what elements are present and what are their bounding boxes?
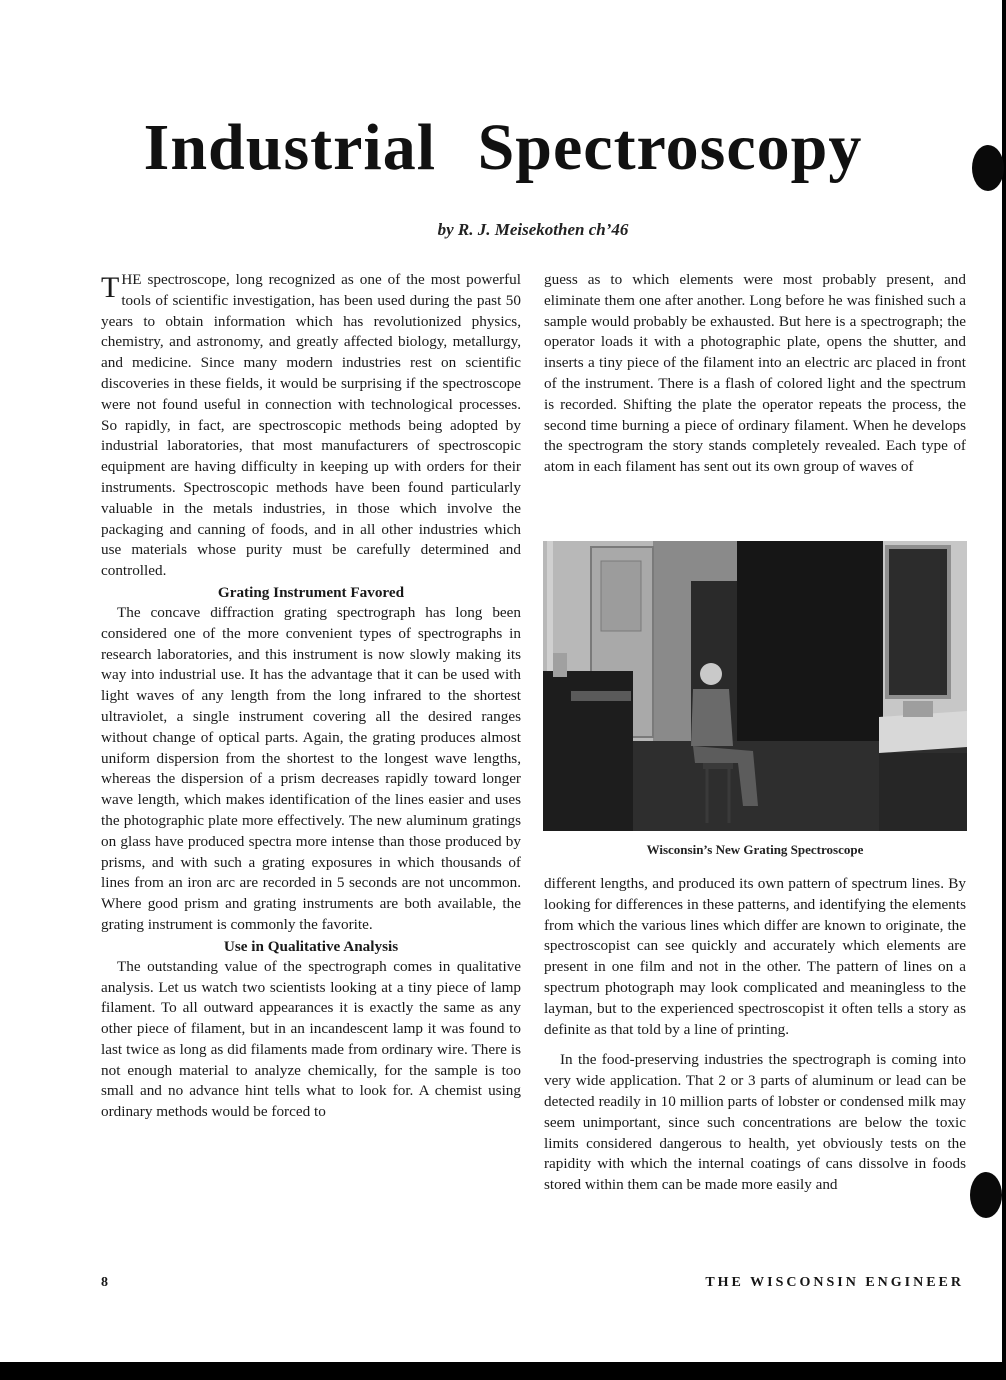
body-paragraph: guess as to which elements were most probably present, and eliminate them one after another. Long before he was finished such a sample would probably be exhausted. But here is a spectrograph; the operator loads it with a photographic plate, opens the shutter, and inserts a tiny piece of the filament into an electric arc placed in front of the instrument. There is a flash of colored light and the spectrum is recorded. Shifting the plate the operator repeats the process, the second time burning a piece of ordinary filament. When he develops the spectrogram the story stands completely revealed. Each type of atom in each filament has sent out its own group of waves of xyxy=(544,271,966,476)
body-paragraph: The concave diffraction grating spectrograph has long been considered one of the more convenient types of spectrographs in research laboratories, and this instrument is now slowly making its way into industrial use. It has the advantage that it can be used with light waves of any length from the long infrared to the shortest ultraviolet, a single instrument covering all the desired ranges without change of optical parts. Again, the grating produces almost uniform dispersion from the shortest to the longest wave lengths, whereas the dispersion of a prism decreases rapidly toward longer wave length, which makes identification of the lines easier and uses the photographic plate more effectively. The new aluminum gratings on glass have produced spectra more intense than those produced by prisms, and with such a grating exposures in which thousands of lines from an iron arc are recorded in 5 seconds are not uncommon. Where good prism and grating instruments are both available, the grating instrument is commonly the favorite. xyxy=(101,603,521,933)
section-heading: Use in Qualitative Analysis xyxy=(223,937,399,955)
page-number: 8 xyxy=(101,1275,108,1290)
body-paragraph: The outstanding value of the spectrograph comes in qualitative analysis. Let us watch two scientists looking at a tiny piece of lamp filament. To all outward appearances it is exactly the same as any other piece of filament, but in an incandescent lamp it was found to last twice as long as did filaments made from ordinary wire. There is not enough material to analyze chemically, for the sample is too small and no advance hint tells what to look for. A chemist using ordinary methods would be forced to xyxy=(101,957,521,1121)
photo-illustration xyxy=(543,541,967,831)
binder-hole-icon xyxy=(970,1172,1002,1218)
figure-caption: Wisconsin’s New Grating Spectroscope xyxy=(646,842,864,857)
right-column-top xyxy=(544,270,966,526)
intro-paragraph: THE spectroscope, long recognized as one of the most powerful tools of scientific investigation, has been used during the past 50 years to obtain information which has revolutionized physics, chemistry, and astronomy, and greatly affected biology, metallurgy, and medicine. Since many modern industries rest on scientific discoveries in these fields, it would be surprising if the spectroscope were not found useful in connection with technological processes. So rapidly, in fact, are spectroscopic methods being adopted by industrial laboratories, that most manufacturers of spectroscopic equipment are having difficulty in keeping up with orders for their instruments. Spectroscopic methods have been found particularly valuable in the metals industries, in those which involve the packaging and canning of foods, and in all other industries which use materials whose purity must be carefully determined and controlled. xyxy=(101,271,521,580)
page-edge-right xyxy=(1002,0,1006,1380)
page-edge-bottom xyxy=(0,1362,1006,1380)
byline: by R. J. Meisekothen ch’46 xyxy=(437,220,629,239)
spectroscope-photo xyxy=(543,541,967,831)
body-paragraph: In the food-preserving industries the spectrograph is coming into very wide application. That 2 or 3 parts of aluminum or lead can be detected readily in 10 million parts of lobster or condensed milk may seem unimportant, since such concentrations are below the toxic limits considered dangerous to health, yet obviously tests on the rapidity with which the internal coatings of cans dissolve in foods stored within them can be made more easily and xyxy=(544,1051,966,1194)
left-column xyxy=(101,270,521,1260)
article-title: Industrial Spectroscopy xyxy=(143,111,863,184)
body-paragraph: different lengths, and produced its own pattern of spectrum lines. By looking for differences in these patterns, and identifying the elements from which the various lines which differ are known to originate, the spectroscopist can see quickly and accurately which elements are present in one film and not in the other. The pattern of lines on a spectrum photograph may look complicated and meaningless to the layman, but to the experienced spectroscopist it often tells a story as definite as that told by a line of printing. xyxy=(544,875,966,1038)
right-column-bottom xyxy=(544,874,966,1260)
magazine-name: THE WISCONSIN ENGINEER xyxy=(705,1275,964,1290)
section-heading: Grating Instrument Favored xyxy=(217,583,405,601)
